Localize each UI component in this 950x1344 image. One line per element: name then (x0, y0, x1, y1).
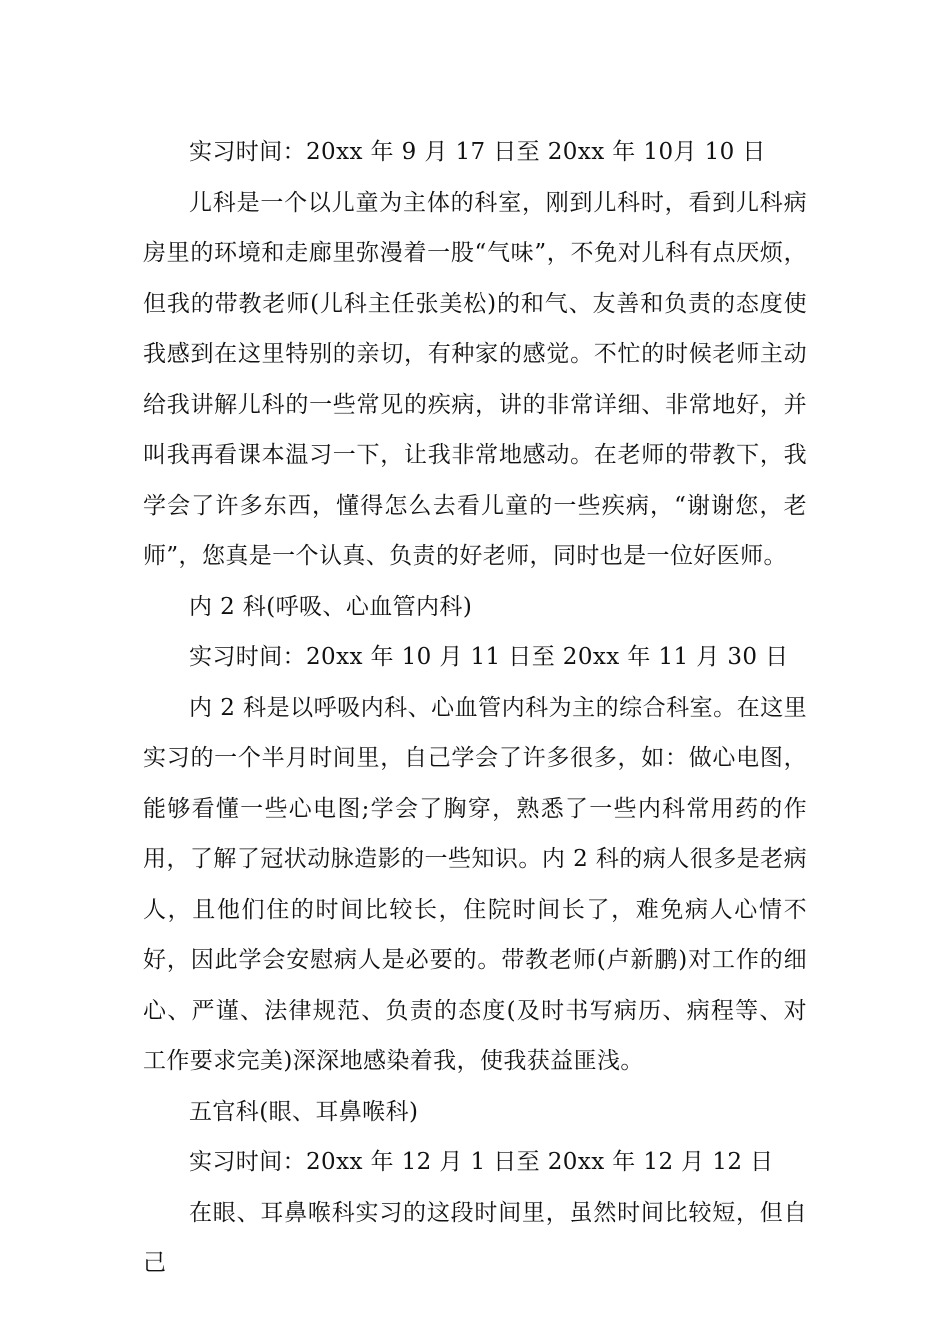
internship-period-ent-ophthalmology: 实习时间：20xx 年 12 月 1 日至 20xx 年 12 月 12 日 (189, 1149, 774, 1175)
ent-ophthalmology-paragraph: 在眼、耳鼻喉科实习的这段时间里，虽然时间比较短，但自己 (143, 1199, 807, 1276)
document-body (143, 127, 807, 1289)
pediatrics-paragraph: 儿科是一个以儿童为主体的科室，刚到儿科时，看到儿科病房里的环境和走廊里弥漫着一股“气味”，不免对儿科有点厌烦，但我的带教老师(儿科主任张美松)的和气、友善和负责的态度使我感到在这里特别的亲切，有种家的感觉。不忙的时候老师主动给我讲解儿科的一些常见的疾病，讲的非常详细、非常地好，并叫我再看课本温习一下，让我非常地感动。在老师的带教下，我学会了许多东西，懂得怎么去看儿童的一些疾病，“谢谢您，老师”，您真是一个认真、负责的好老师，同时也是一位好医师。 (143, 189, 807, 569)
internship-period-internal-medicine-2: 实习时间：20xx 年 10 月 11 日至 20xx 年 11 月 30 日 (189, 644, 789, 670)
internship-period-pediatrics: 实习时间：20xx 年 9 月 17 日至 20xx 年 10月 10 日 (189, 139, 766, 165)
internal-medicine-2-paragraph: 内 2 科是以呼吸内科、心血管内科为主的综合科室。在这里实习的一个半月时间里，自己学会了许多很多，如：做心电图，能够看懂一些心电图;学会了胸穿，熟悉了一些内科常用药的作用，了解了冠状动脉造影的一些知识。内 2 科的病人很多是老病人，且他们住的时间比较长，住院时间长了，难免病人心情不好，因此学会安慰病人是必要的。带教老师(卢新鹏)对工作的细心、严谨、法律规范、负责的态度(及时书写病历、病程等、对工作要求完美)深深地感染着我，使我获益匪浅。 (143, 694, 807, 1074)
section-heading-ent-ophthalmology: 五官科(眼、耳鼻喉科) (189, 1098, 419, 1125)
section-heading-internal-medicine-2: 内 2 科(呼吸、心血管内科) (189, 593, 473, 620)
